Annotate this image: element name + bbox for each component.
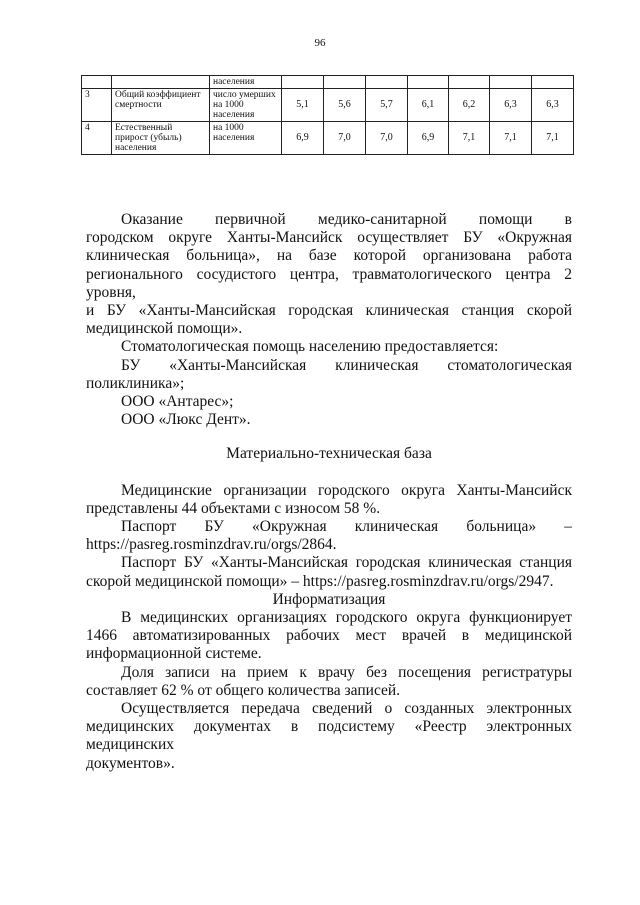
paragraph-line: городском округе Ханты-Мансийск осуществляет БУ «Окружная xyxy=(86,229,572,247)
paragraph-line: Паспорт БУ «Ханты-Мансийская городская клиническая станция xyxy=(121,554,572,572)
value-cell xyxy=(366,76,408,89)
page-number: 96 xyxy=(314,37,326,49)
paragraph-line: 1466 автоматизированных рабочих мест врачей в медицинской xyxy=(86,627,572,645)
value-cell: 6,2 xyxy=(449,89,490,122)
paragraph-line: медицинской помощи». xyxy=(86,320,243,338)
value-cell: 6,1 xyxy=(408,89,449,122)
paragraph-line: регионального сосудистого центра, травматологического центра 2 уровня, xyxy=(86,265,572,301)
indicator-unit: на 1000 населения xyxy=(210,122,282,155)
paragraph-line: и БУ «Ханты-Мансийская городская клиническая станция скорой xyxy=(86,302,572,320)
row-number: 3 xyxy=(82,89,112,122)
paragraph-line: Стоматологическая помощь населению предоставляется: xyxy=(121,338,499,356)
indicator-name: Общий коэффициент смертности xyxy=(112,89,210,122)
paragraph-line: ООО «Люкс Дент». xyxy=(121,411,251,429)
section-heading-material: Материально-техническая база xyxy=(226,445,432,463)
value-cell: 7,1 xyxy=(490,122,532,155)
value-cell: 6,3 xyxy=(490,89,532,122)
paragraph-line: скорой медицинской помощи» – https://pasreg.rosminzdrav.ru/orgs/2947. xyxy=(86,572,554,590)
paragraph-line: представлены 44 объектами с износом 58 %. xyxy=(86,499,381,517)
indicator-name: Естественный прирост (убыль) населения xyxy=(112,122,210,155)
paragraph-line: клиническая больница», на базе которой организована работа xyxy=(86,247,572,265)
indicator-unit: населения xyxy=(210,76,282,89)
value-cell xyxy=(449,76,490,89)
table-row xyxy=(82,89,574,122)
row-number: 4 xyxy=(82,122,112,155)
indicator-name xyxy=(112,76,210,89)
paragraph-line: Доля записи на прием к врачу без посещения регистратуры xyxy=(121,663,572,681)
paragraph-line: БУ «Ханты-Мансийская клиническая стоматологическая xyxy=(121,356,572,374)
paragraph-line: Оказание первичной медико-санитарной помощи в xyxy=(121,211,572,228)
row-number xyxy=(82,76,112,89)
value-cell xyxy=(490,76,532,89)
paragraph-line: Осуществляется передача сведений о созданных электронных xyxy=(121,700,572,718)
indicator-unit: число умерших на 1000 населения xyxy=(210,89,282,122)
value-cell: 5,1 xyxy=(282,89,324,122)
paragraph-line: составляет 62 % от общего количества записей. xyxy=(86,681,401,699)
value-cell: 6,9 xyxy=(282,122,324,155)
document-body xyxy=(86,211,572,773)
paragraph-line: https://pasreg.rosminzdrav.ru/orgs/2864. xyxy=(86,536,337,554)
value-cell: 7,1 xyxy=(532,122,574,155)
statistics-table xyxy=(81,75,574,155)
paragraph-line: ООО «Антарес»; xyxy=(121,393,234,411)
table-row xyxy=(82,122,574,155)
paragraph-line: документов». xyxy=(86,754,175,772)
paragraph-line: В медицинских организациях городского округа функционирует xyxy=(121,609,572,627)
value-cell: 5,7 xyxy=(366,89,408,122)
value-cell xyxy=(324,76,366,89)
value-cell: 7,0 xyxy=(366,122,408,155)
value-cell: 5,6 xyxy=(324,89,366,122)
paragraph-line: медицинских документах в подсистему «Реестр электронных медицинских xyxy=(86,718,572,754)
paragraph-line: информационной системе. xyxy=(86,645,262,663)
table-row xyxy=(82,76,574,89)
value-cell: 6,3 xyxy=(532,89,574,122)
section-heading-info: Информатизация xyxy=(272,590,386,608)
value-cell: 7,1 xyxy=(449,122,490,155)
paragraph-line: поликлиника»; xyxy=(86,374,185,392)
value-cell: 7,0 xyxy=(324,122,366,155)
paragraph-line: Паспорт БУ «Окружная клиническая больница» – xyxy=(121,518,572,536)
value-cell xyxy=(408,76,449,89)
value-cell: 6,9 xyxy=(408,122,449,155)
paragraph-line: Медицинские организации городского округа Ханты-Мансийск xyxy=(121,481,572,499)
value-cell xyxy=(532,76,574,89)
value-cell xyxy=(282,76,324,89)
